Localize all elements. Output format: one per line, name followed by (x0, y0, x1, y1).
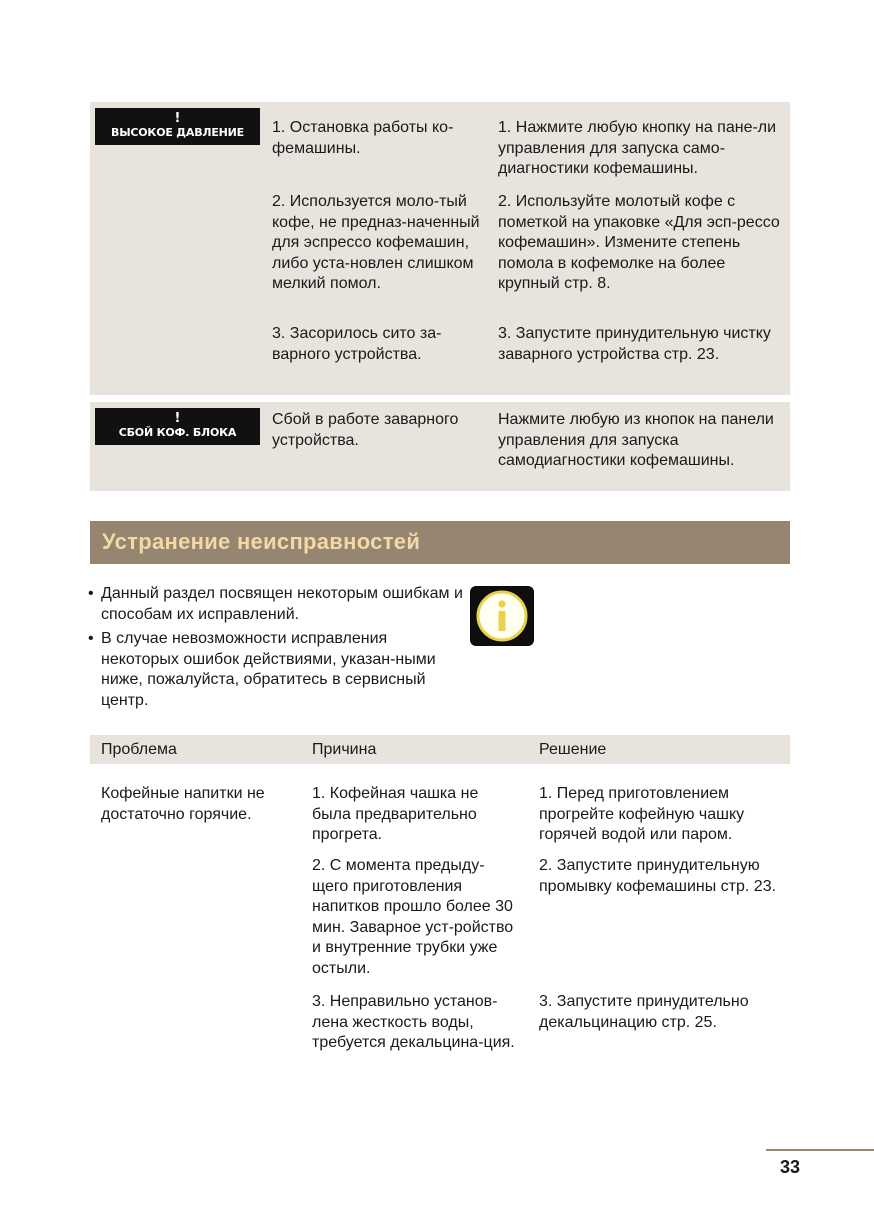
error-cause-2: 2. Используется моло-тый кофе, не предназ-наченный для эспрессо кофемашин, либо уста-новлен слишком мелкий помол. (272, 193, 480, 292)
error-solution-1: 1. Нажмите любую кнопку на пане-ли управления для запуска само-диагностики кофемашины. (498, 119, 777, 177)
header-solution: Решение (539, 741, 607, 758)
error-cause-1: 1. Остановка работы ко-фемашины. (272, 119, 454, 157)
info-icon (470, 586, 534, 646)
footer-rule (766, 1149, 874, 1151)
section-title: Устранение неисправностей (102, 529, 421, 554)
error-solution-2: 2. Используйте молотый кофе с пометкой на упаковке «Для эсп-рессо кофемашин». Измените степень помола в кофемолке на более крупный стр. 8. (498, 193, 780, 292)
header-problem: Проблема (101, 741, 177, 758)
table-solution-3: 3. Запустите принудительно декальцинацию стр. 25. (539, 993, 749, 1031)
badge-label: СБОЙ КОФ. БЛОКА (118, 426, 237, 439)
high-pressure-badge (95, 108, 260, 145)
note-text: Данный раздел посвящен некоторым ошибкам и способам их исправлений. (101, 585, 463, 623)
page-number: 33 (780, 1157, 801, 1177)
section-header (90, 521, 790, 564)
warning-icon: ! (174, 411, 181, 426)
note-item (88, 584, 468, 625)
badge-label: ВЫСОКОЕ ДАВЛЕНИЕ (111, 126, 244, 139)
note-item (88, 629, 468, 711)
table-solution-2: 2. Запустите принудительную промывку кофемашины стр. 23. (539, 857, 777, 895)
bullet-mark: • (88, 585, 94, 602)
table-cause-2: 2. С момента предыду-щего приготовления напитков прошло более 30 мин. Заварное уст-ройство и внутренние трубки уже остыли. (312, 857, 514, 977)
header-cause: Причина (312, 741, 377, 758)
bullet-mark: • (88, 630, 94, 647)
warning-icon: ! (174, 111, 181, 126)
note-text: В случае невозможности исправления некоторых ошибок действиями, указан-ными ниже, пожалуйста, обратитесь в сервисный центр. (101, 630, 436, 709)
problem-text: Кофейные напитки не достаточно горячие. (101, 785, 265, 823)
table-solution-1: 1. Перед приготовлением прогрейте кофейную чашку горячей водой или паром. (539, 785, 745, 843)
error-cause-3: 3. Засорилось сито за-варного устройства. (272, 325, 442, 363)
table-cause-3: 3. Неправильно установ-лена жесткость воды, требуется декальцина-ция. (312, 993, 515, 1051)
brew-unit-badge (95, 408, 260, 445)
error-solution-3: 3. Запустите принудительную чистку заварного устройства стр. 23. (498, 325, 771, 363)
error-cause: Сбой в работе заварного устройства. (272, 411, 459, 449)
divider-strip (90, 475, 790, 491)
table-cause-1: 1. Кофейная чашка не была предварительно прогрета. (312, 785, 479, 843)
error-solution: Нажмите любую из кнопок на панели управления для запуска самодиагностики кофемашины. (498, 411, 774, 469)
